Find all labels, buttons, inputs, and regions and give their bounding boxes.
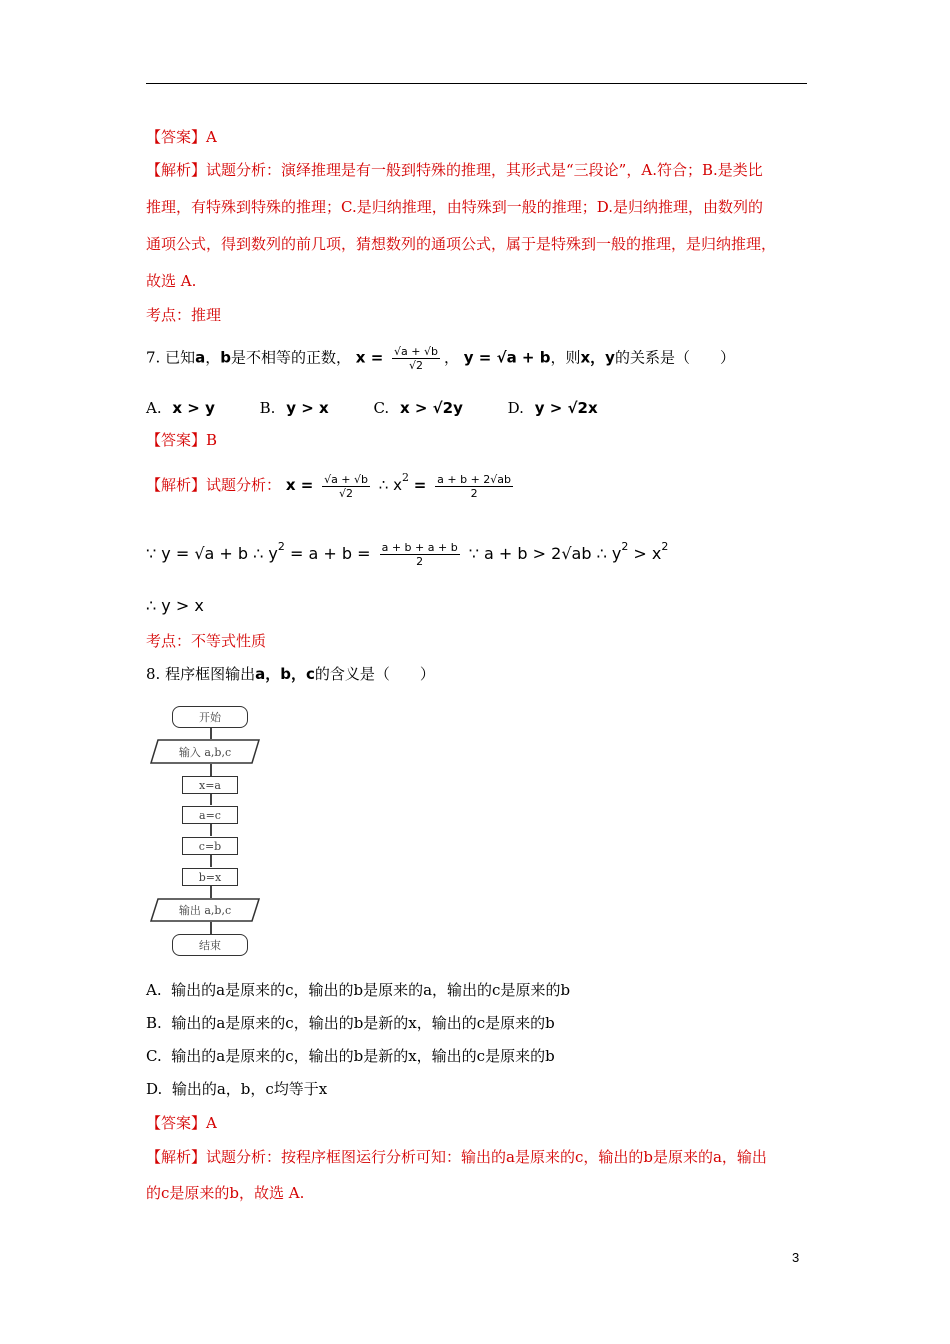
- answer-value: A: [206, 128, 217, 146]
- frac-num: √a + √b: [394, 345, 438, 358]
- flow-arrow: [210, 764, 212, 776]
- analysis-text: 试题分析：: [206, 476, 282, 494]
- analysis-label: 【解析】: [146, 1148, 207, 1166]
- analysis-line-4: 故选 A.: [146, 272, 197, 290]
- m2-sup2: 2: [621, 540, 629, 553]
- analysis-text: 试题分析：按程序框图运行分析可知：输出的a是原来的c，输出的b是原来的a，输出: [206, 1148, 767, 1166]
- frac-den: 2: [416, 555, 424, 568]
- option-a: x > y: [172, 399, 215, 417]
- m1-eq: =: [413, 476, 427, 494]
- q7-text-1: 已知: [165, 348, 196, 367]
- answer-label: 【答案】: [146, 128, 207, 146]
- flow-arrow: [210, 793, 212, 805]
- flow-arrow: [210, 727, 212, 739]
- m1-sup: 2: [402, 471, 409, 484]
- m2-b: = a + b =: [289, 544, 371, 563]
- option-b-label: B.: [259, 399, 276, 417]
- frac-den: √2: [339, 486, 354, 500]
- option-text: 输出的a，b，c均等于x: [171, 1080, 328, 1098]
- page-number: 3: [792, 1250, 800, 1265]
- option-d-label: D.: [507, 399, 524, 417]
- flow-arrow: [210, 824, 212, 836]
- frac-num: a + b + a + b: [381, 541, 458, 554]
- var-a: a: [195, 348, 206, 367]
- q7-kaodian: 考点：不等式性质: [146, 632, 267, 650]
- answer-value: B: [206, 431, 218, 449]
- option-c-label: C.: [373, 399, 390, 417]
- kaodian-prev: 考点：推理: [146, 306, 222, 324]
- analysis-line-1: [146, 160, 763, 180]
- m2-a: ∵ y = √a + b ∴ y: [146, 544, 278, 563]
- flow-step-3: c=b: [182, 837, 238, 855]
- var-abc: a，b，c: [255, 665, 315, 683]
- frac-den: √2: [409, 359, 424, 372]
- option-label: D.: [146, 1080, 163, 1098]
- q8-text-2: 的含义是（ ）: [314, 665, 435, 683]
- fraction: [392, 345, 440, 372]
- option-a-label: A.: [146, 399, 162, 417]
- option-d: y > √2x: [534, 399, 598, 417]
- comma: ，: [205, 348, 221, 367]
- q8-analysis-2: 的c是原来的b，故选 A.: [146, 1184, 305, 1202]
- answer-line-prev: [146, 127, 217, 147]
- answer-value: A: [206, 1114, 217, 1132]
- var-b: b: [220, 348, 231, 367]
- m2-d: > x: [633, 544, 662, 563]
- frac-num: √a + √b: [324, 472, 369, 486]
- x-eq: x =: [355, 348, 384, 367]
- option-text: 输出的a是原来的c，输出的b是新的x，输出的c是原来的b: [171, 1047, 555, 1065]
- q7-text-3: ，则: [550, 348, 581, 367]
- m1-frac: [322, 473, 370, 500]
- option-label: B.: [146, 1014, 162, 1032]
- question-number: 8.: [146, 665, 161, 683]
- q8-answer: [146, 1113, 217, 1133]
- answer-label: 【答案】: [146, 1114, 207, 1132]
- q7-text-4: 的关系是（ ）: [614, 348, 735, 367]
- flow-arrow: [210, 886, 212, 898]
- answer-label: 【答案】: [146, 431, 207, 449]
- flow-output: [150, 898, 260, 922]
- analysis-label: 【解析】: [146, 161, 207, 179]
- m2-frac: [380, 541, 460, 568]
- flow-input-label: 输入 a,b,c: [178, 745, 232, 759]
- var-xy: x，y: [580, 348, 615, 367]
- m2-c: ∵ a + b > 2√ab ∴ y: [468, 544, 622, 563]
- option-label: A.: [146, 981, 162, 999]
- y-eq: y = √a + b: [463, 348, 551, 367]
- flow-end: 结束: [172, 934, 248, 956]
- q7-analysis-2: [146, 540, 668, 568]
- q8-option-d: [146, 1079, 327, 1099]
- m1-mid: ∴ x: [378, 476, 402, 494]
- q8-analysis-1: [146, 1147, 767, 1167]
- question-number: 7.: [146, 348, 161, 367]
- question-7: 7. 已知a，b是不相等的正数， x = $\frac{√a + √b}{√2}$ ， y = √a + b，则x，y的关系是（ ）: [146, 345, 735, 372]
- m1-x: x =: [285, 476, 314, 494]
- flow-input: [150, 739, 260, 764]
- option-b: y > x: [286, 399, 329, 417]
- q7-analysis-1: [146, 468, 517, 500]
- analysis-text: 试题分析：演绎推理是有一般到特殊的推理，其形式是“三段论”，A.符合；B.是类比: [206, 161, 763, 179]
- flow-step-4: b=x: [182, 868, 238, 886]
- q8-text-1: 程序框图输出: [165, 665, 256, 683]
- q7-answer: [146, 430, 217, 450]
- flow-arrow: [210, 922, 212, 934]
- m1-frac2: [435, 473, 513, 500]
- option-text: 输出的a是原来的c，输出的b是新的x，输出的c是原来的b: [171, 1014, 555, 1032]
- q8-option-b: [146, 1013, 555, 1033]
- flow-output-label: 输出 a,b,c: [178, 904, 232, 917]
- analysis-label: 【解析】: [146, 476, 207, 494]
- q7-options: [146, 398, 598, 418]
- q8-option-a: [146, 980, 570, 1000]
- flow-step-2: a=c: [182, 806, 238, 824]
- analysis-line-2: 推理，有特殊到特殊的推理；C.是归纳推理，由特殊到一般的推理；D.是归纳推理，由数列的: [146, 198, 763, 216]
- flow-arrow: [210, 855, 212, 867]
- option-c: x > √2y: [399, 399, 463, 417]
- header-rule: [146, 83, 807, 84]
- flow-step-1: x=a: [182, 776, 238, 794]
- q7-text-2: 是不相等的正数，: [231, 348, 352, 367]
- m2-sup1: 2: [277, 540, 285, 553]
- q8-option-c: [146, 1046, 555, 1066]
- frac-den: 2: [470, 486, 478, 500]
- m2-sup3: 2: [661, 540, 669, 553]
- frac-num: a + b + 2√ab: [437, 472, 512, 486]
- option-label: C.: [146, 1047, 162, 1065]
- flow-start: 开始: [172, 706, 248, 728]
- analysis-line-3: 通项公式，得到数列的前几项，猜想数列的通项公式，属于是特殊到一般的推理，是归纳推理，: [146, 235, 777, 253]
- question-8: [146, 664, 435, 684]
- q7-analysis-3: ∴ y > x: [146, 596, 204, 615]
- option-text: 输出的a是原来的c，输出的b是原来的a，输出的c是原来的b: [171, 981, 571, 999]
